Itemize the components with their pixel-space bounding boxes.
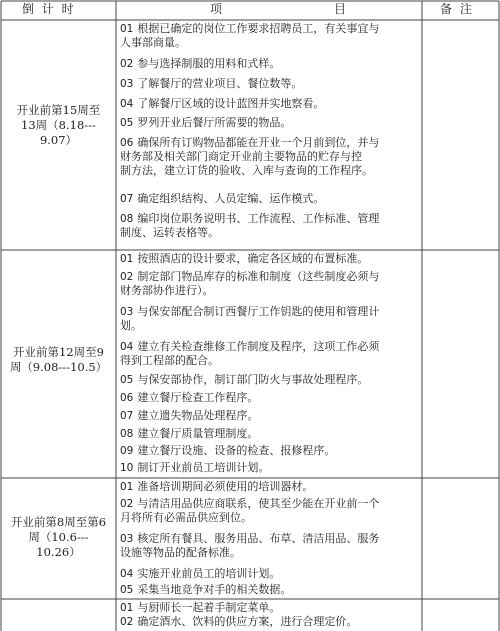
- header-remarks: 备 注: [440, 2, 474, 16]
- header-countdown: 倒 计 时: [22, 2, 76, 16]
- item-text: 建立有关检查维修工作制度及程序，这项工作必须: [137, 340, 380, 353]
- item-number: 02: [120, 616, 134, 628]
- item-text: 建立餐厅检查工作程序。: [137, 391, 259, 404]
- item-text: 了解餐厅区域的设计蓝图并实地察看。: [137, 97, 325, 110]
- period-3-line-2: 周（10.6---: [28, 530, 89, 544]
- item-number: 05: [120, 374, 134, 386]
- list-item: [120, 583, 420, 597]
- list-item: [120, 22, 420, 50]
- list-item: [120, 480, 420, 494]
- item-text: 制订开业前员工培训计划。: [137, 461, 270, 474]
- item-number: 01: [120, 602, 134, 614]
- item-text: 财务部协作进行）。: [120, 284, 214, 298]
- item-number: 08: [120, 213, 134, 225]
- item-text: 实施开业前员工的培训计划。: [137, 567, 281, 580]
- period-2: [2, 345, 115, 375]
- period-2-line-2: 周（9.08---10.5）: [9, 360, 108, 374]
- list-item: [120, 373, 420, 387]
- item-number: 02: [120, 271, 134, 283]
- period-2-line-1: 开业前第12周至9: [13, 345, 104, 359]
- list-item: [120, 567, 420, 581]
- item-text: 与保安部配合制订西餐厅工作钥匙的使用和管理计: [137, 305, 380, 318]
- item-number: 06: [120, 137, 134, 149]
- item-number: 04: [120, 568, 134, 580]
- item-number: 10: [120, 462, 134, 474]
- list-item: [120, 444, 420, 458]
- list-item: [120, 252, 420, 266]
- item-text: 制度、运转表格等。: [120, 226, 219, 240]
- list-item: [120, 57, 420, 71]
- list-item: [120, 497, 420, 525]
- item-number: 06: [120, 392, 134, 404]
- item-number: 03: [120, 306, 134, 318]
- item-number: 01: [120, 23, 134, 35]
- period-3-line-1: 开业前第8周至第6: [10, 515, 107, 529]
- list-item: [120, 270, 420, 298]
- item-text: 财务部及相关部门商定开业前主要物品的贮存与控: [120, 150, 362, 164]
- item-text: 人事部商量。: [120, 36, 186, 50]
- item-number: 01: [120, 253, 134, 265]
- item-number: 02: [120, 58, 134, 70]
- header-items-right: 目: [334, 2, 349, 16]
- item-number: 07: [120, 193, 134, 205]
- item-text: 得到工程部的配合。: [120, 354, 219, 368]
- list-item: [120, 615, 420, 629]
- period-3: [2, 515, 115, 560]
- list-item: [120, 212, 420, 240]
- item-text: 确保所有订购物品都能在开业一个月前到位，并与: [137, 136, 380, 149]
- period-1-line-3: 9.07）: [39, 133, 78, 147]
- list-item: [120, 409, 420, 423]
- item-text: 了解餐厅的营业项目、餐位数等。: [137, 77, 303, 90]
- list-item: [120, 340, 420, 368]
- item-text: 制方法，建立订货的验收、入库与查询的工作程序。: [120, 164, 373, 178]
- item-number: 03: [120, 533, 134, 545]
- item-number: 09: [120, 445, 134, 457]
- item-number: 04: [120, 98, 134, 110]
- item-text: 采集当地竞争对手的相关数据。: [137, 583, 292, 596]
- item-text: 制定部门物品库存的标准和制度（这些制度必须与: [137, 270, 380, 283]
- list-item: [120, 601, 420, 615]
- item-text: 建立餐厅质量管理制度。: [137, 427, 259, 440]
- item-text: 罗列开业后餐厅所需要的物品。: [137, 116, 292, 129]
- item-text: 按照酒店的设计要求，确定各区域的布置标准。: [137, 252, 369, 265]
- item-text: 根据已确定的岗位工作要求招聘员工，有关事宜与: [137, 22, 380, 35]
- list-item: [120, 532, 420, 560]
- item-text: 确定组织结构、人员定编、运作模式。: [137, 192, 325, 205]
- period-1: [2, 103, 115, 148]
- header-items: 项: [210, 2, 225, 16]
- item-number: 02: [120, 498, 134, 510]
- item-text: 与保安部协作，制订部门防火与事故处理程序。: [137, 373, 369, 386]
- list-item: [120, 461, 420, 475]
- list-item: [120, 192, 420, 206]
- list-item: [120, 427, 420, 441]
- period-3-line-3: 10.26）: [36, 545, 81, 559]
- item-number: 01: [120, 481, 134, 493]
- item-number: 03: [120, 78, 134, 90]
- item-text: 建立餐厅设施、设备的检查、报修程序。: [137, 444, 336, 457]
- item-text: 确定酒水、饮料的供应方案，进行合理定价。: [137, 615, 358, 628]
- item-text: 编印岗位职务说明书、工作流程、工作标准、管理: [137, 212, 380, 225]
- item-text: 核定所有餐具、服务用品、布草、清洁用品、服务: [137, 532, 380, 545]
- list-item: [120, 305, 420, 333]
- item-text: 月将所有必需品供应到位。: [120, 511, 252, 525]
- item-number: 07: [120, 410, 134, 422]
- item-text: 划。: [120, 319, 142, 333]
- item-number: 04: [120, 341, 134, 353]
- period-1-line-2: 13周（8.18---: [21, 118, 96, 132]
- item-text: 建立遗失物品处理程序。: [137, 409, 259, 422]
- list-item: [120, 97, 420, 111]
- list-item: [120, 136, 420, 179]
- item-text: 与清洁用品供应商联系，使其至少能在开业前一个: [137, 497, 380, 510]
- item-number: 05: [120, 584, 134, 596]
- list-item: [120, 116, 420, 130]
- item-number: 08: [120, 428, 134, 440]
- item-text: 准备培训期间必须使用的培训器材。: [137, 480, 314, 493]
- list-item: [120, 77, 420, 91]
- list-item: [120, 391, 420, 405]
- item-text: 设施等物品的配备标准。: [120, 546, 241, 560]
- period-1-line-1: 开业前第15周至: [16, 103, 101, 117]
- item-text: 参与选择制服的用料和式样。: [137, 57, 281, 70]
- item-text: 与厨师长一起着手制定菜单。: [137, 601, 281, 614]
- item-number: 05: [120, 117, 134, 129]
